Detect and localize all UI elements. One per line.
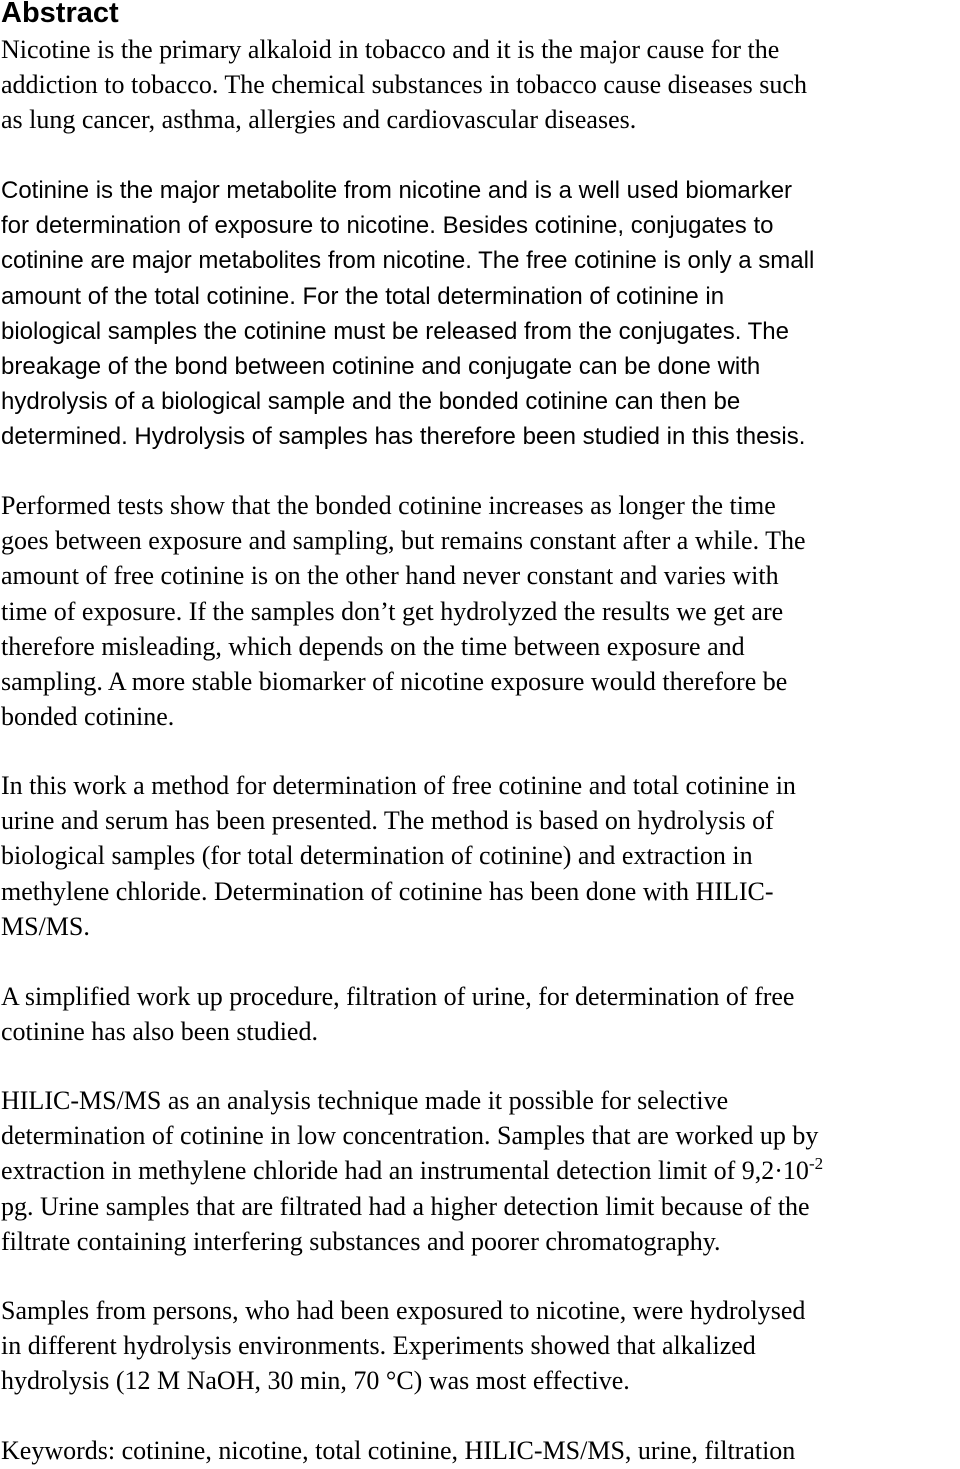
text-line: determination of cotinine in low concentration. Samples that are worked up by: [1, 1121, 819, 1151]
keywords-line: [1, 1433, 960, 1468]
text-line: HILIC-MS/MS as an analysis technique made it possible for selective: [1, 1086, 729, 1115]
text-line: Keywords: cotinine, nicotine, total cotinine, HILIC-MS/MS, urine, filtration: [1, 1436, 796, 1465]
paragraph-cotinine-metabolite: [1, 173, 960, 455]
detection-limit-line: [1, 1153, 960, 1188]
text-line: in different hydrolysis environments. Experiments showed that alkalized: [1, 1331, 756, 1361]
paragraph-filtration: [1, 979, 960, 1049]
text-line: therefore misleading, which depends on the time between exposure and: [1, 631, 745, 661]
text-line: for determination of exposure to nicotine. Besides cotinine, conjugates to: [1, 212, 774, 240]
paragraph-hydrolysis-results: [1, 1293, 960, 1399]
text-line: MS/MS.: [1, 911, 90, 941]
text-line: amount of free cotinine is on the other hand never constant and varies with: [1, 561, 779, 591]
text-line: In this work a method for determination of free cotinine and total cotinine in: [1, 771, 796, 800]
text-line: amount of the total cotinine. For the total determination of cotinine in: [1, 282, 725, 310]
text-line: methylene chloride. Determination of cotinine has been done with HILIC-: [1, 876, 774, 906]
text-line: urine and serum has been presented. The method is based on hydrolysis of: [1, 806, 774, 836]
text-line: filtrate containing interfering substances and poorer chromatography.: [1, 1226, 721, 1256]
paragraph-performed-tests: [1, 488, 960, 734]
abstract-heading: Abstract: [1, 0, 119, 29]
text-line: Samples from persons, who had been exposured to nicotine, were hydrolysed: [1, 1296, 806, 1325]
text-line: addiction to tobacco. The chemical substances in tobacco cause diseases such: [1, 70, 807, 100]
text-line: Nicotine is the primary alkaloid in tobacco and it is the major cause for the: [1, 35, 780, 64]
text-line: hydrolysis (12 M NaOH, 30 min, 70 °C) was most effective.: [1, 1366, 630, 1396]
text-line: determined. Hydrolysis of samples has therefore been studied in this thesis.: [1, 423, 806, 451]
text-line: cotinine are major metabolites from nicotine. The free cotinine is only a small: [1, 247, 815, 275]
text-line: cotinine has also been studied.: [1, 1017, 318, 1047]
text-line: breakage of the bond between cotinine and conjugate can be done with: [1, 352, 761, 380]
text-line: Performed tests show that the bonded cotinine increases as longer the time: [1, 491, 776, 520]
text-line: time of exposure. If the samples don’t get hydrolyzed the results we get are: [1, 596, 784, 626]
text-line: bonded cotinine.: [1, 702, 175, 732]
detection-limit-exponent: -2: [808, 1154, 824, 1174]
text-line: pg. Urine samples that are filtrated had a higher detection limit because of the: [1, 1191, 810, 1221]
text-line: as lung cancer, asthma, allergies and cardiovascular diseases.: [1, 105, 637, 135]
text-line: Cotinine is the major metabolite from nicotine and is a well used biomarker: [1, 177, 793, 204]
text-line: goes between exposure and sampling, but remains constant after a while. The: [1, 526, 806, 556]
paragraph-hilic-ms: [1, 1083, 960, 1259]
text-line: biological samples (for total determination of cotinine) and extraction in: [1, 841, 753, 871]
paragraph-method: [1, 768, 960, 944]
text-line: A simplified work up procedure, filtration of urine, for determination of free: [1, 982, 795, 1011]
text-line: hydrolysis of a biological sample and the bonded cotinine can then be: [1, 388, 741, 416]
paragraph-intro: [1, 32, 960, 138]
text-line: biological samples the cotinine must be released from the conjugates. The: [1, 317, 790, 345]
text-line: sampling. A more stable biomarker of nicotine exposure would therefore be: [1, 666, 788, 696]
detection-limit-text: extraction in methylene chloride had an instrumental detection limit of 9,2·10: [1, 1156, 809, 1186]
